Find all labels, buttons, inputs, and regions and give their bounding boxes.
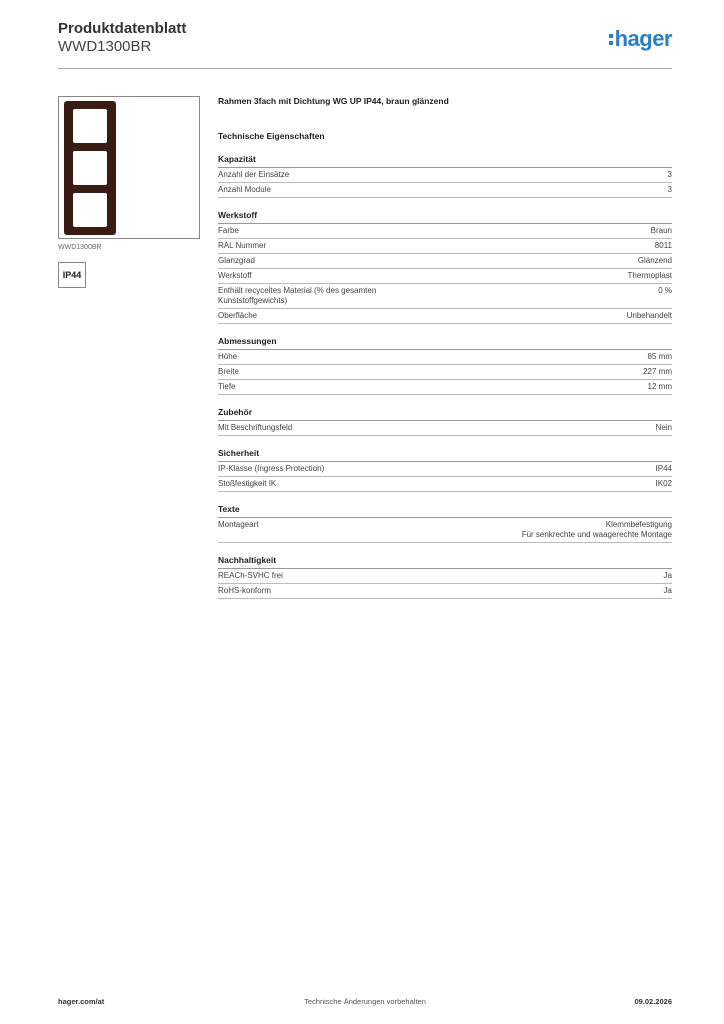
spec-value-line: Klemmbefestigung bbox=[605, 520, 672, 529]
section-heading: Kapazität bbox=[218, 154, 672, 168]
spec-label: Stoßfestigkeit IK bbox=[218, 479, 277, 488]
spec-label: Montageart bbox=[218, 520, 259, 529]
footer-date: 09.02.2026 bbox=[634, 997, 672, 1006]
spec-row bbox=[218, 269, 672, 284]
spec-value-line: Nein bbox=[655, 423, 672, 432]
spec-label: IP-Klasse (Ingress Protection) bbox=[218, 464, 325, 473]
section-heading: Werkstoff bbox=[218, 210, 672, 224]
tech-properties-heading: Technische Eigenschaften bbox=[218, 131, 325, 141]
spec-value bbox=[656, 423, 672, 433]
spec-row bbox=[218, 309, 672, 324]
spec-value bbox=[656, 479, 672, 489]
spec-label: Anzahl Module bbox=[218, 185, 271, 194]
spec-value-line: Glänzend bbox=[637, 256, 672, 265]
spec-row bbox=[218, 284, 672, 309]
product-title: Rahmen 3fach mit Dichtung WG UP IP44, braun glänzend bbox=[218, 96, 449, 106]
spec-section bbox=[218, 154, 672, 198]
section-heading: Texte bbox=[218, 504, 672, 518]
spec-value-line: 8011 bbox=[654, 241, 672, 250]
spec-row bbox=[218, 168, 672, 183]
spec-value bbox=[656, 464, 672, 474]
spec-row bbox=[218, 584, 672, 599]
spec-label: Höhe bbox=[218, 352, 238, 361]
spec-value-line: Ja bbox=[663, 586, 672, 595]
spec-value bbox=[668, 185, 672, 195]
spec-value bbox=[628, 271, 672, 281]
spec-value-line: Für senkrechte und waagerechte Montage bbox=[521, 530, 672, 539]
spec-value-line: Thermoplast bbox=[627, 271, 672, 280]
spec-value bbox=[643, 367, 672, 377]
spec-label: Tiefe bbox=[218, 382, 236, 391]
spec-row bbox=[218, 462, 672, 477]
spec-section bbox=[218, 555, 672, 599]
spec-value-line: 3 bbox=[667, 170, 672, 179]
ip44-badge: IP44 bbox=[58, 262, 86, 288]
spec-value bbox=[658, 286, 672, 306]
spec-row bbox=[218, 518, 672, 543]
logo-text: hager bbox=[614, 26, 672, 51]
spec-label: Breite bbox=[218, 367, 239, 376]
spec-section bbox=[218, 336, 672, 395]
spec-label: Oberfläche bbox=[218, 311, 258, 320]
spec-label: Werkstoff bbox=[218, 271, 252, 280]
image-caption: WWD1300BR bbox=[58, 244, 102, 251]
page-footer bbox=[58, 997, 672, 1009]
spec-label: RAL Nummer bbox=[218, 241, 267, 250]
spec-value-line: IP44 bbox=[655, 464, 672, 473]
spec-value bbox=[668, 170, 672, 180]
product-number: WWD1300BR bbox=[58, 38, 152, 55]
spec-label: Enthält recyceltes Material (% des gesamten Kunststoffgewichts) bbox=[218, 286, 377, 305]
spec-row bbox=[218, 224, 672, 239]
spec-value bbox=[664, 571, 672, 581]
spec-row bbox=[218, 365, 672, 380]
spec-value bbox=[648, 382, 672, 392]
spec-content bbox=[218, 95, 672, 599]
spec-row bbox=[218, 239, 672, 254]
spec-label: Glanzgrad bbox=[218, 256, 255, 265]
frame-window bbox=[73, 193, 107, 227]
spec-value bbox=[522, 520, 672, 540]
spec-label: Mit Beschriftungsfeld bbox=[218, 423, 293, 432]
page-header bbox=[58, 20, 672, 70]
footer-website: hager.com/at bbox=[58, 997, 105, 1006]
spec-section bbox=[218, 504, 672, 543]
spec-section bbox=[218, 448, 672, 492]
spec-row bbox=[218, 421, 672, 436]
spec-row bbox=[218, 350, 672, 365]
hager-logo bbox=[609, 28, 672, 50]
spec-row bbox=[218, 183, 672, 198]
page-title: Produktdatenblatt bbox=[58, 20, 187, 37]
spec-row bbox=[218, 380, 672, 395]
spec-value bbox=[651, 226, 672, 236]
spec-value-line: 12 mm bbox=[647, 382, 672, 391]
spec-sections bbox=[218, 154, 672, 599]
section-heading: Zubehör bbox=[218, 407, 672, 421]
spec-value-line: 227 mm bbox=[643, 367, 672, 376]
spec-value bbox=[638, 256, 672, 266]
spec-row bbox=[218, 254, 672, 269]
spec-value-line: IK02 bbox=[655, 479, 672, 488]
spec-label: RoHS-konform bbox=[218, 586, 271, 595]
spec-value bbox=[627, 311, 672, 321]
spec-row bbox=[218, 477, 672, 492]
spec-value-line: 0 % bbox=[658, 286, 672, 295]
frame-window bbox=[73, 151, 107, 185]
spec-row bbox=[218, 569, 672, 584]
logo-colon-icon bbox=[609, 34, 613, 45]
spec-value-line: 85 mm bbox=[647, 352, 672, 361]
spec-section bbox=[218, 210, 672, 324]
spec-label: Anzahl der Einsätze bbox=[218, 170, 290, 179]
spec-label: Farbe bbox=[218, 226, 239, 235]
spec-section bbox=[218, 407, 672, 436]
footer-disclaimer: Technische Änderungen vorbehalten bbox=[304, 997, 426, 1006]
spec-value bbox=[664, 586, 672, 596]
spec-value-line: Ja bbox=[663, 571, 672, 580]
spec-value bbox=[655, 241, 672, 251]
section-heading: Nachhaltigkeit bbox=[218, 555, 672, 569]
spec-value-line: Unbehandelt bbox=[626, 311, 672, 320]
header-divider bbox=[58, 68, 672, 69]
spec-label: REACh-SVHC frei bbox=[218, 571, 283, 580]
frame-graphic bbox=[64, 101, 116, 235]
section-heading: Sicherheit bbox=[218, 448, 672, 462]
frame-window bbox=[73, 109, 107, 143]
spec-value bbox=[648, 352, 672, 362]
spec-value-line: Braun bbox=[650, 226, 672, 235]
spec-value-line: 3 bbox=[667, 185, 672, 194]
section-heading: Abmessungen bbox=[218, 336, 672, 350]
product-image bbox=[58, 96, 200, 239]
